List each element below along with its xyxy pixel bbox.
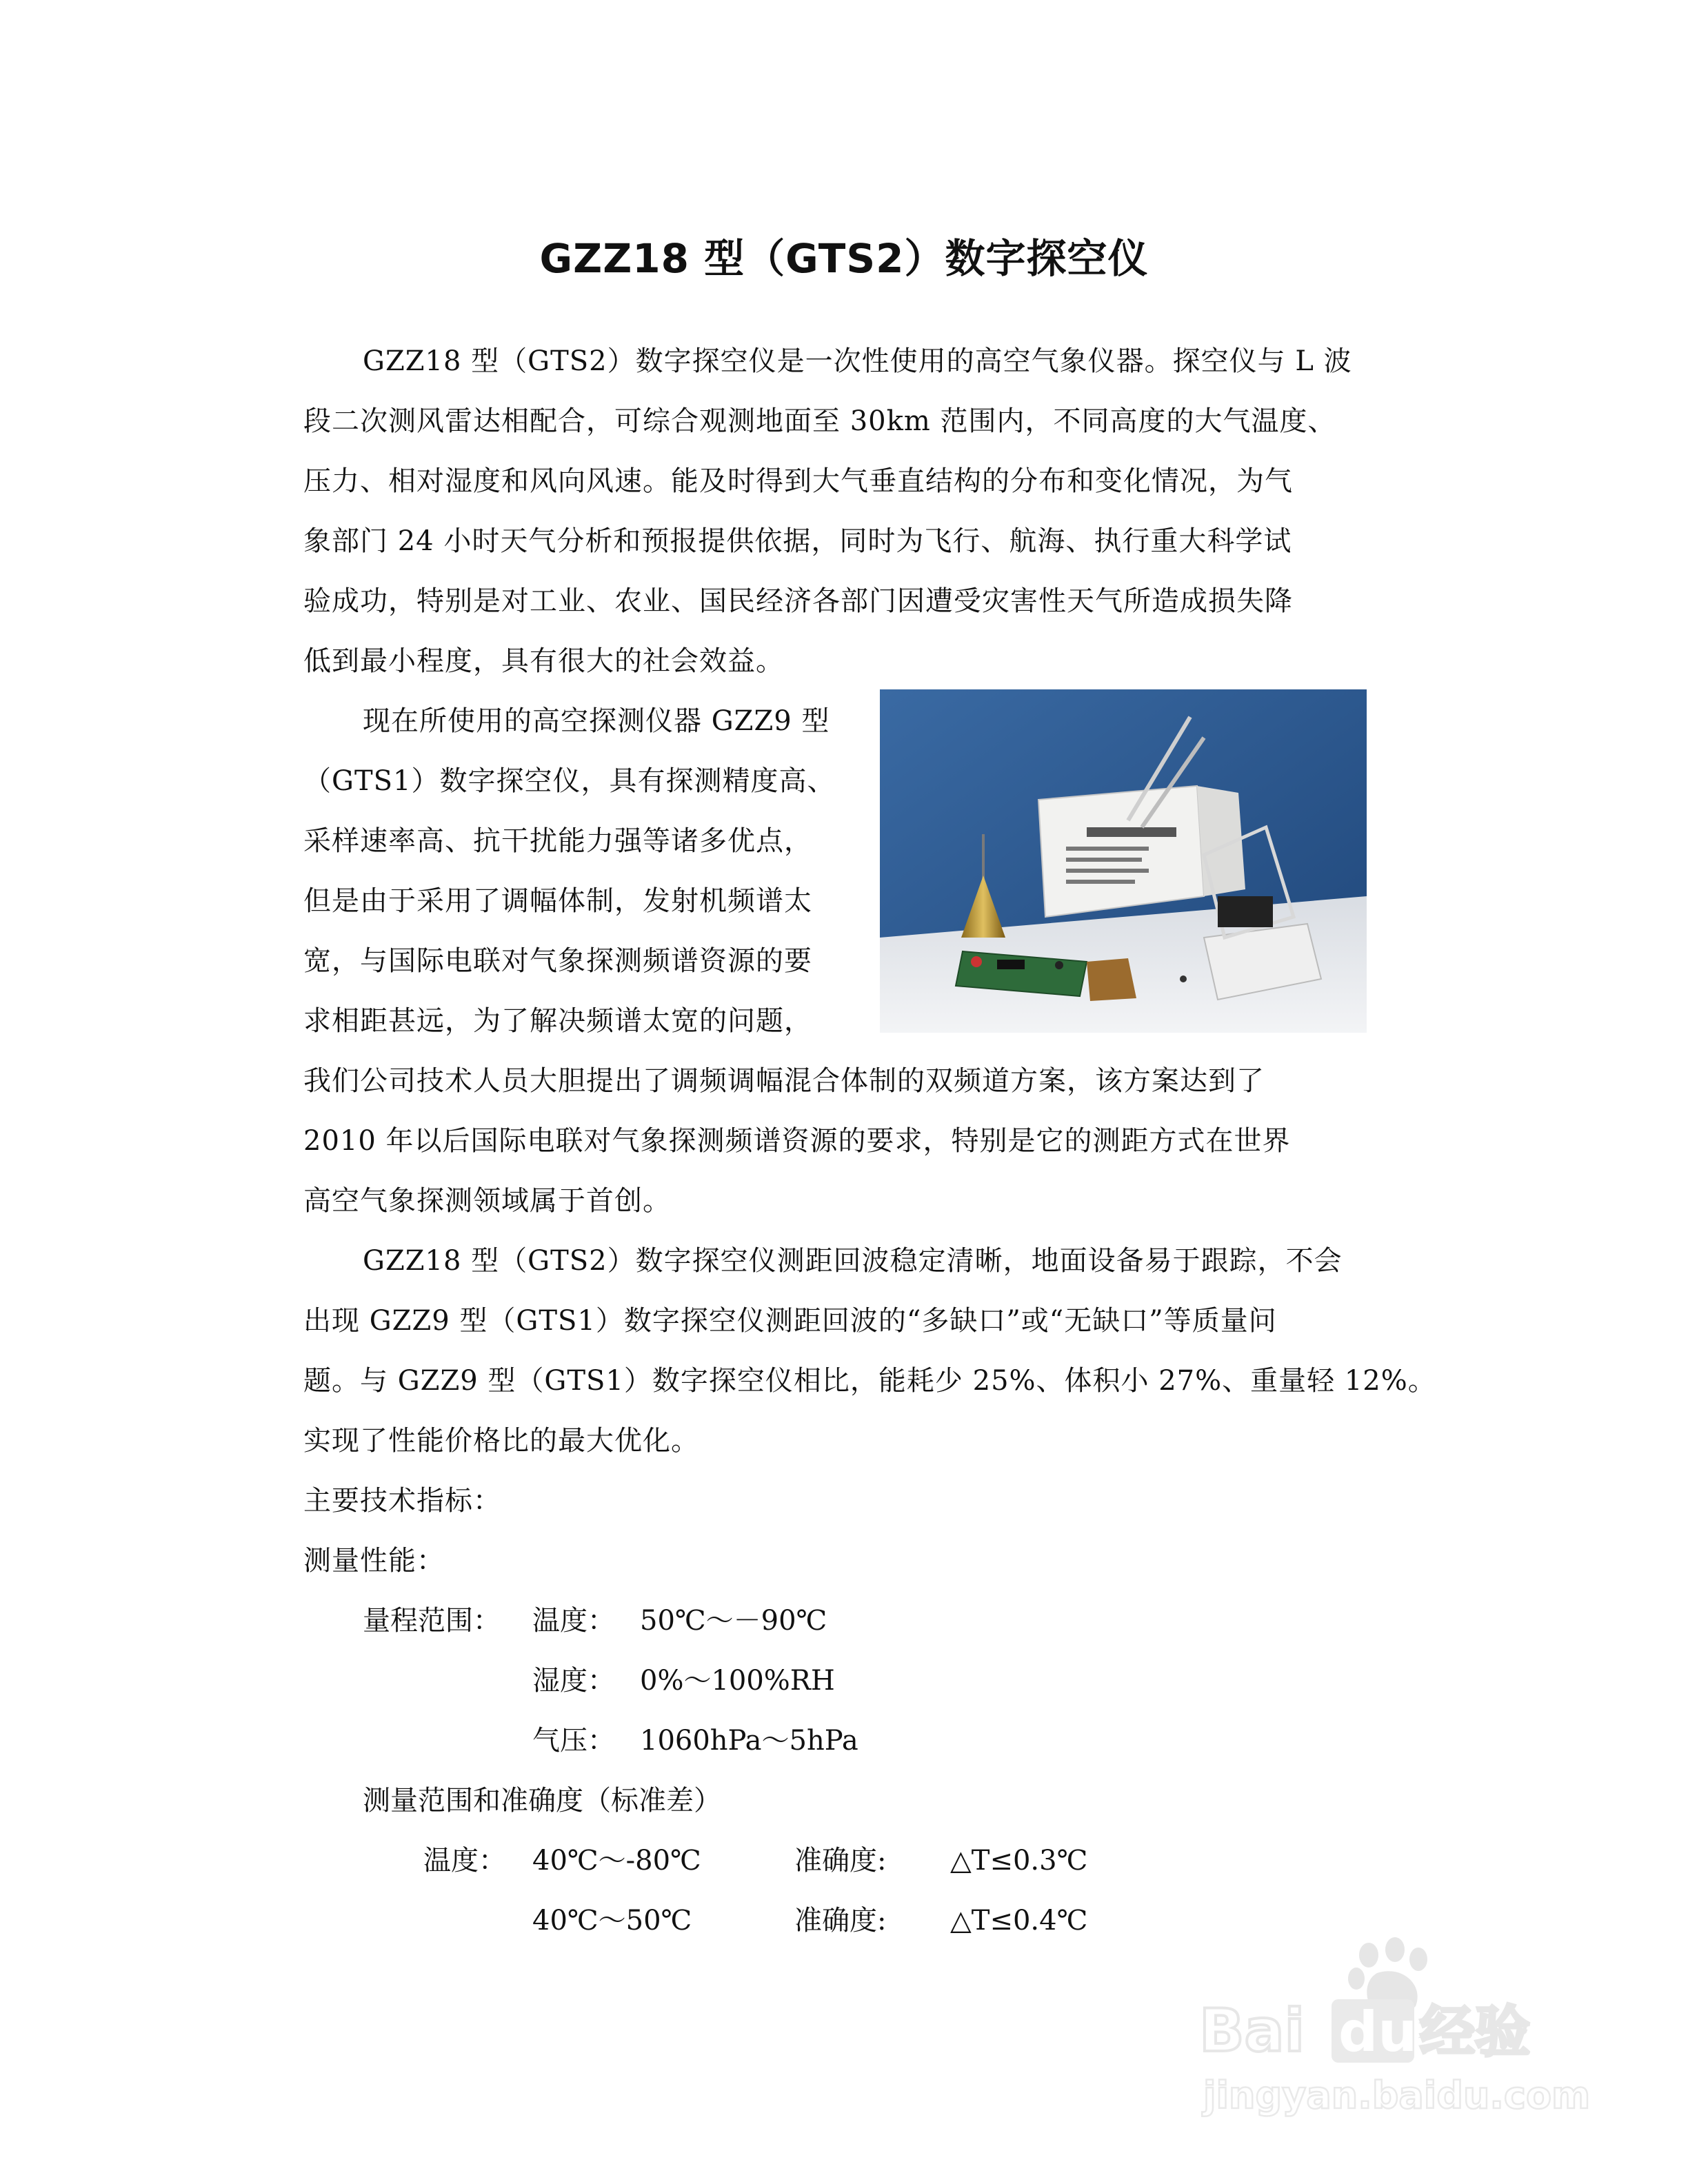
range-item-name: 气压： (532, 1725, 615, 1757)
accuracy-key: 准确度: (794, 1905, 887, 1937)
range-label: 量程范围： (363, 1605, 501, 1637)
accuracy-heading: 测量范围和准确度（标准差） (363, 1785, 721, 1817)
text-line: 但是由于采用了调幅体制，发射机频谱太 (303, 885, 812, 917)
baidu-watermark-logo (1196, 1930, 1610, 2137)
svg-text:经验: 经验 (1420, 2000, 1530, 2064)
accuracy-value: △T≤0.4℃ (950, 1905, 1088, 1937)
product-photo (880, 689, 1367, 1033)
accuracy-key: 准确度: (794, 1845, 887, 1877)
text-line: 段二次测风雷达相配合，可综合观测地面至 30km 范围内，不同高度的大气温度、 (303, 405, 1336, 437)
text-line: 实现了性能价格比的最大优化。 (303, 1425, 699, 1457)
range-item-value: 50℃～－90℃ (640, 1605, 827, 1637)
text-line: 2010 年以后国际电联对气象探测频谱资源的要求，特别是它的测距方式在世界 (303, 1125, 1291, 1157)
range-item-value: 1060hPa～5hPa (640, 1725, 858, 1757)
accuracy-range: 40℃～50℃ (532, 1905, 692, 1937)
range-item-name: 湿度： (532, 1665, 615, 1697)
text-line: 验成功，特别是对工业、农业、国民经济各部门因遭受灾害性天气所造成损失降 (303, 585, 1293, 617)
svg-text:Bai: Bai (1199, 1996, 1305, 2065)
text-line: 宽，与国际电联对气象探测频谱资源的要 (303, 945, 812, 977)
text-line: 象部门 24 小时天气分析和预报提供依据，同时为飞行、航海、执行重大科学试 (303, 525, 1292, 557)
range-item-name: 温度： (532, 1605, 615, 1637)
text-line: 压力、相对湿度和风向风速。能及时得到大气垂直结构的分布和变化情况，为气 (303, 465, 1293, 497)
text-line: GZZ18 型（GTS2）数字探空仪是一次性使用的高空气象仪器。探空仪与 L 波 (363, 345, 1352, 377)
range-item-value: 0%～100%RH (640, 1665, 835, 1697)
text-line: 现在所使用的高空探测仪器 GZZ9 型 (363, 705, 830, 737)
text-line: 求相距甚远，为了解决频谱太宽的问题， (303, 1005, 812, 1037)
performance-heading: 测量性能： (303, 1545, 445, 1577)
text-line: 采样速率高、抗干扰能力强等诸多优点， (303, 825, 812, 857)
specs-heading: 主要技术指标： (303, 1485, 501, 1517)
text-line: 低到最小程度，具有很大的社会效益。 (303, 645, 784, 677)
text-line: GZZ18 型（GTS2）数字探空仪测距回波稳定清晰，地面设备易于跟踪，不会 (363, 1245, 1343, 1277)
text-line: 我们公司技术人员大胆提出了调频调幅混合体制的双频道方案，该方案达到了 (303, 1065, 1265, 1097)
accuracy-label: 温度： (423, 1845, 506, 1877)
text-line: 出现 GZZ9 型（GTS1）数字探空仪测距回波的“多缺口”或“无缺口”等质量问 (303, 1305, 1277, 1337)
accuracy-value: △T≤0.3℃ (950, 1845, 1088, 1877)
text-line: 题。与 GZZ9 型（GTS1）数字探空仪相比，能耗少 25%、体积小 27%、重量轻 12%。 (303, 1365, 1436, 1397)
accuracy-range: 40℃～-80℃ (532, 1845, 701, 1877)
text-line: （GTS1）数字探空仪，具有探测精度高、 (303, 765, 836, 797)
svg-text:du: du (1338, 2000, 1418, 2064)
svg-text:jingyan.baidu.com: jingyan.baidu.com (1203, 2074, 1591, 2117)
page-title: GZZ18 型（GTS2）数字探空仪 (539, 235, 1149, 282)
text-line: 高空气象探测领域属于首创。 (303, 1185, 671, 1217)
